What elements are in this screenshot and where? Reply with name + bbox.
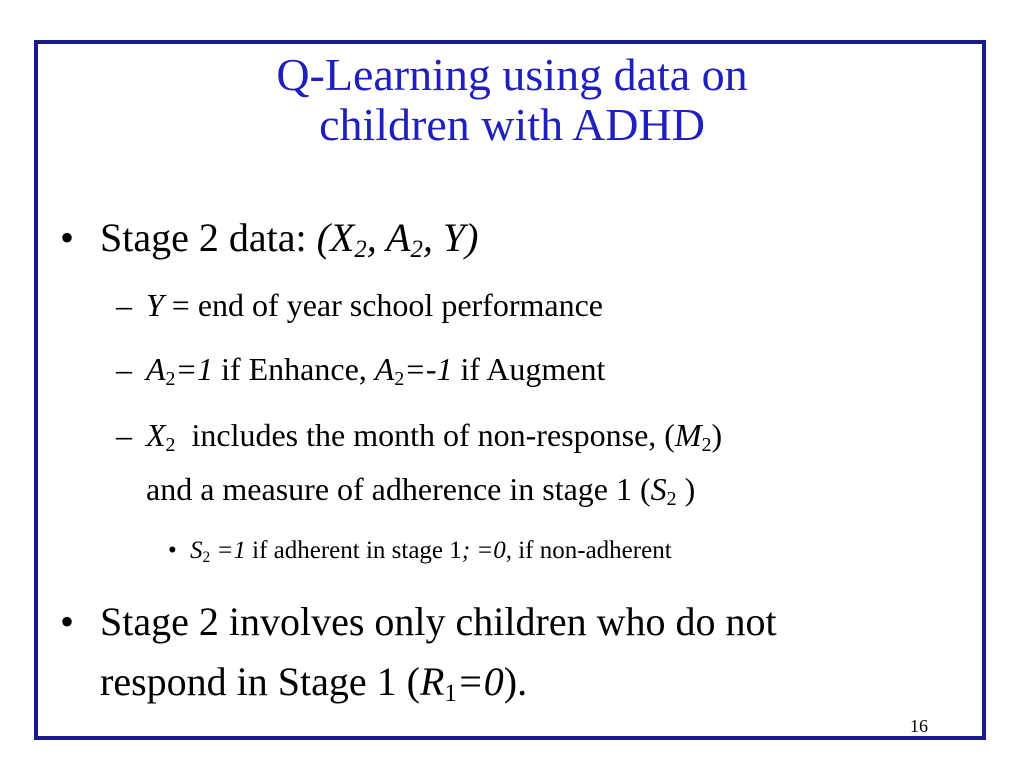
sub-sub-bullet-marker: • bbox=[168, 537, 177, 564]
equals-value: =1 bbox=[175, 351, 214, 387]
equals-value: ; =0, bbox=[461, 537, 512, 564]
sub-bullet-text: includes the month of non-response, ( bbox=[175, 417, 675, 453]
bullet-text: respond in Stage 1 ( bbox=[100, 659, 420, 704]
equals-value: =0 bbox=[456, 659, 504, 704]
dash-marker: – bbox=[116, 351, 132, 387]
page-number: 16 bbox=[910, 716, 928, 736]
tuple-a: , A bbox=[366, 215, 411, 260]
var-a: A bbox=[374, 351, 395, 387]
sub-bullet-text: if Enhance, bbox=[213, 351, 375, 387]
sub-bullet-x2-line2 bbox=[146, 470, 695, 508]
subscript: 2 bbox=[202, 548, 211, 566]
subscript: 2 bbox=[354, 236, 367, 264]
tuple-x: (X bbox=[316, 215, 355, 260]
sub-sub-bullet-s2 bbox=[190, 536, 672, 566]
paren: ). bbox=[503, 659, 528, 704]
var-s: S bbox=[190, 537, 203, 564]
bullet-stage2-involves-line1: Stage 2 involves only children who do not bbox=[100, 599, 777, 644]
equals-value: =1 bbox=[210, 537, 246, 564]
subscript: 2 bbox=[165, 367, 176, 390]
subscript: 1 bbox=[444, 680, 457, 708]
var-s: S bbox=[650, 471, 667, 507]
bullet-marker: • bbox=[60, 215, 75, 260]
sub-sub-bullet-text: if adherent in stage 1 bbox=[245, 537, 462, 564]
subscript: 2 bbox=[701, 433, 712, 456]
paren: ) bbox=[711, 417, 723, 453]
title-line-2: children with ADHD bbox=[319, 99, 705, 150]
sub-sub-bullet-text: if non-adherent bbox=[511, 537, 672, 564]
var-r: R bbox=[419, 659, 445, 704]
dash-marker: – bbox=[116, 417, 132, 453]
subscript: 2 bbox=[394, 367, 405, 390]
sub-bullet-a2 bbox=[146, 350, 605, 388]
sub-bullet-text: and a measure of adherence in stage 1 ( bbox=[146, 471, 651, 507]
bullet-stage2-involves-line2 bbox=[100, 658, 527, 706]
var-x: X bbox=[146, 417, 166, 453]
title-line-1: Q-Learning using data on bbox=[276, 49, 748, 100]
bullet-marker: • bbox=[60, 599, 75, 644]
sub-bullet-x2-line1 bbox=[146, 416, 722, 454]
equals-value: =-1 bbox=[404, 351, 453, 387]
sub-bullet-text: = end of year school performance bbox=[163, 287, 603, 323]
subscript: 2 bbox=[165, 433, 176, 456]
subscript: 2 bbox=[410, 236, 423, 264]
tuple-y: , Y) bbox=[422, 215, 479, 260]
sub-bullet-text: if Augment bbox=[452, 351, 606, 387]
bullet-stage2-data bbox=[100, 214, 478, 262]
var-a: A bbox=[146, 351, 166, 387]
subscript: 2 bbox=[666, 487, 677, 510]
var-y: Y bbox=[146, 287, 164, 323]
sub-bullet-y bbox=[146, 286, 603, 324]
paren: ) bbox=[676, 471, 696, 507]
var-m: M bbox=[674, 417, 702, 453]
dash-marker: – bbox=[116, 287, 132, 323]
bullet-text: Stage 2 data: bbox=[100, 215, 317, 260]
